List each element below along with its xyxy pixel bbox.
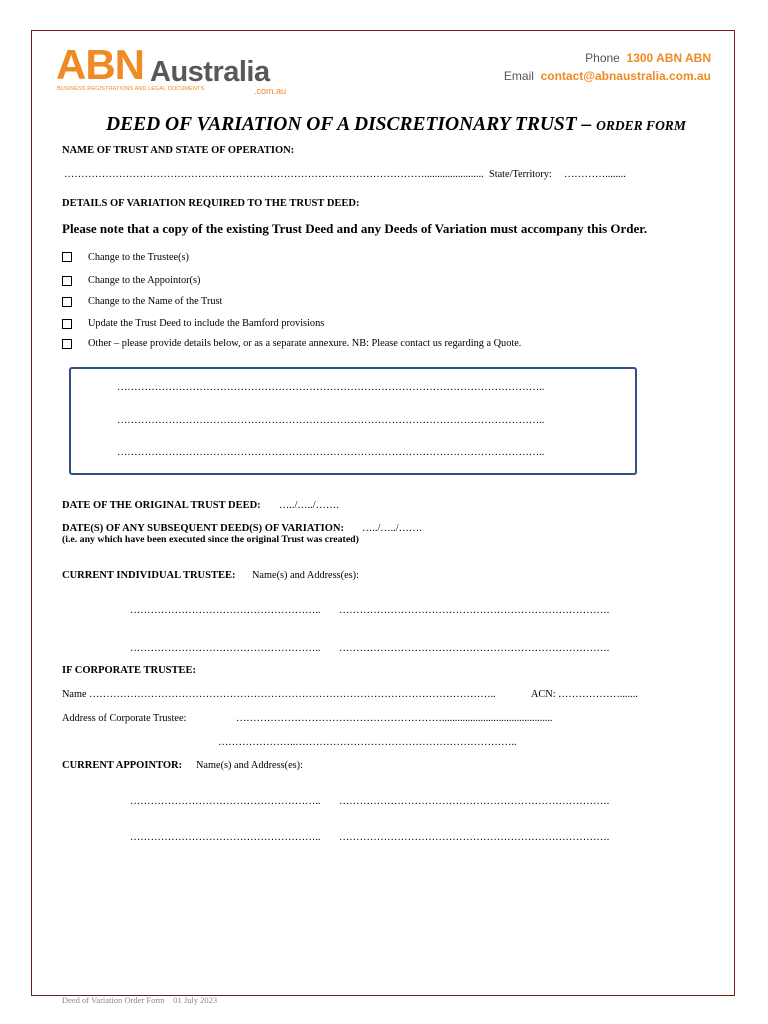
- checkbox-other[interactable]: [62, 339, 72, 349]
- email-line: [504, 69, 711, 83]
- appointor-name-2[interactable]: ………………………………………………..: [130, 832, 321, 843]
- option-bamford: Update the Trust Deed to include the Bamford provisions: [88, 318, 325, 329]
- individual-trustee-sub: Name(s) and Address(es):: [252, 570, 359, 581]
- title-sub: ORDER FORM: [596, 118, 686, 133]
- title-main: DEED OF VARIATION OF A DISCRETIONARY TRUST –: [106, 114, 592, 135]
- individual-trustee-address-1[interactable]: …………………………………………………………………….: [339, 605, 610, 616]
- acn-label: ACN:: [531, 689, 556, 700]
- corporate-address-field-1[interactable]: ……………………………………………………...........................................: [236, 713, 553, 724]
- corporate-trustee-label: IF CORPORATE TRUSTEE:: [62, 665, 196, 676]
- logo-domain: .com.au: [254, 86, 287, 96]
- option-change-appointor: Change to the Appointor(s): [88, 275, 201, 286]
- checkbox-bamford[interactable]: [62, 319, 72, 329]
- other-details-line-3[interactable]: ……………………………………………………………………………………………………………..: [117, 447, 545, 458]
- details-label: DETAILS OF VARIATION REQUIRED TO THE TRUST DEED:: [62, 198, 360, 209]
- trust-name-label: NAME OF TRUST AND STATE OF OPERATION:: [62, 145, 295, 156]
- details-notice: Please note that a copy of the existing Trust Deed and any Deeds of Variation must accompany this Order.: [62, 221, 648, 236]
- footer-date: 01 July 2023: [173, 995, 218, 1005]
- appointor-address-1[interactable]: …………………………………………………………………….: [339, 796, 610, 807]
- option-change-name: Change to the Name of the Trust: [88, 296, 223, 307]
- checkbox-change-trustee[interactable]: [62, 252, 72, 262]
- email-label: Email: [503, 69, 534, 83]
- trust-name-field[interactable]: …………………………………………………………………………………………….......................: [64, 169, 484, 180]
- email-link[interactable]: contact@abnaustralia.com.au: [540, 69, 711, 83]
- phone-value[interactable]: 1300 ABN ABN: [626, 51, 711, 65]
- individual-trustee-name-2[interactable]: ………………………………………………..: [130, 643, 321, 654]
- corporate-address-label: Address of Corporate Trustee:: [62, 713, 187, 724]
- appointor-sub: Name(s) and Address(es):: [196, 760, 303, 771]
- logo-abn: ABN: [56, 41, 144, 88]
- phone-label: Phone: [585, 51, 620, 65]
- other-details-line-2[interactable]: ……………………………………………………………………………………………………………..: [117, 415, 545, 426]
- corporate-name-label: Name: [62, 689, 87, 700]
- option-other: Other – please provide details below, or as a separate annexure. NB: Please contact us regarding a Quote.: [88, 338, 522, 349]
- state-label: State/Territory:: [489, 169, 552, 180]
- footer: [62, 995, 217, 1005]
- individual-trustee-label: CURRENT INDIVIDUAL TRUSTEE:: [62, 570, 236, 581]
- original-date-label: DATE OF THE ORIGINAL TRUST DEED:: [62, 500, 261, 511]
- corporate-address-field-2[interactable]: …………………..………………………………………………………..: [218, 737, 517, 748]
- form-title: [106, 114, 686, 136]
- phone-line: [585, 51, 711, 65]
- appointor-address-2[interactable]: …………………………………………………………………….: [339, 832, 610, 843]
- state-field[interactable]: …………........: [564, 169, 626, 180]
- footer-doc-name: Deed of Variation Order Form: [62, 995, 165, 1005]
- corporate-name-field[interactable]: ………………………………………………………………………………………………………..: [89, 689, 496, 700]
- logo-tagline: BUSINESS REGISTRATIONS AND LEGAL DOCUMENTS: [57, 86, 205, 92]
- acn-field[interactable]: ……………….......: [558, 689, 638, 700]
- appointor-name-1[interactable]: ………………………………………………..: [130, 796, 321, 807]
- subsequent-date-label: DATE(S) OF ANY SUBSEQUENT DEED(S) OF VARIATION:: [62, 523, 344, 534]
- appointor-label: CURRENT APPOINTOR:: [62, 760, 183, 771]
- other-details-line-1[interactable]: ……………………………………………………………………………………………………………..: [117, 382, 545, 393]
- checkbox-change-appointor[interactable]: [62, 276, 72, 286]
- individual-trustee-name-1[interactable]: ………………………………………………..: [130, 605, 321, 616]
- original-date-field[interactable]: …../…../…….: [279, 500, 339, 511]
- option-change-trustee: Change to the Trustee(s): [88, 252, 189, 263]
- subsequent-date-note: (i.e. any which have been executed since the original Trust was created): [62, 534, 359, 545]
- subsequent-date-field[interactable]: …../…../…….: [362, 523, 422, 534]
- logo-australia: Australia: [150, 56, 270, 88]
- individual-trustee-address-2[interactable]: …………………………………………………………………….: [339, 643, 610, 654]
- checkbox-change-name[interactable]: [62, 297, 72, 307]
